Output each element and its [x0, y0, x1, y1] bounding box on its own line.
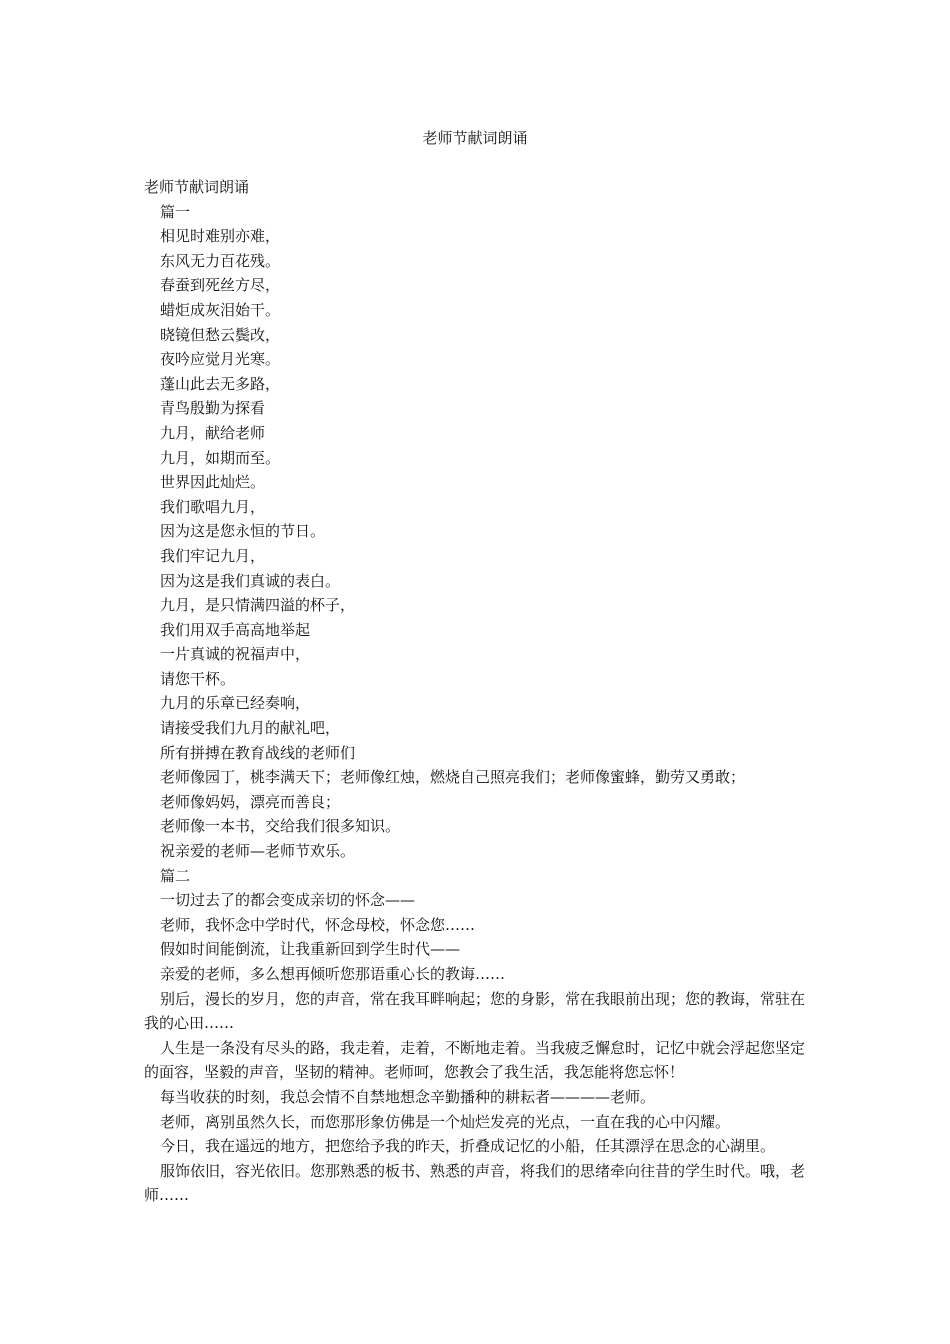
text-line: 因为这是我们真诚的表白。 [160, 571, 341, 590]
text-line: 请您干杯。 [160, 669, 236, 688]
paragraph: 别后，漫长的岁月，您的声音，常在我耳畔响起；您的身影，常在我眼前出现；您的教诲，常驻在我的心田…… [144, 989, 806, 1033]
paragraph: 每当收获的时刻，我总会情不自禁地想念辛勤播种的耕耘者————老师。 [160, 1087, 656, 1106]
paragraph: 人生是一条没有尽头的路，我走着，走着，不断地走着。当我疲乏懈怠时，记忆中就会浮起您坚定的面容，坚毅的声音，坚韧的精神。老师呵，您教会了我生活，我怎能将您忘怀！ [144, 1038, 806, 1082]
text-line: 九月，是只情满四溢的杯子， [160, 596, 356, 615]
paragraph: 今日，我在遥远的地方，把您给予我的昨天，折叠成记忆的小船，任其漂浮在思念的心湖里。 [160, 1137, 776, 1156]
section-heading: 老师节献词朗诵 [144, 178, 250, 196]
text-line: 我们牢记九月， [160, 546, 266, 565]
text-line: 老师像一本书，交给我们很多知识。 [160, 817, 401, 836]
text-line: 篇二 [160, 866, 191, 885]
text-line: 篇一 [160, 202, 191, 221]
document-title: 老师节献词朗诵 [422, 129, 528, 147]
text-line: 蜡炬成灰泪始干。 [160, 300, 281, 319]
text-line: 老师像园丁，桃李满天下；老师像红烛，燃烧自己照亮我们；老师像蜜蜂，勤劳又勇敢； [160, 768, 746, 787]
text-line: 所有拼搏在教育战线的老师们 [160, 743, 356, 762]
text-line: 相见时难别亦难， [160, 227, 281, 246]
text-line: 请接受我们九月的献礼吧， [160, 719, 341, 738]
text-line: 青鸟殷勤为探看 [160, 399, 266, 418]
text-line: 九月的乐章已经奏响， [160, 694, 311, 713]
text-line: 九月，如期而至。 [160, 448, 281, 467]
text-line: 九月，献给老师 [160, 423, 266, 442]
text-line: 我们用双手高高地举起 [160, 620, 311, 639]
text-line: 亲爱的老师，多么想再倾听您那语重心长的教诲…… [160, 965, 506, 983]
paragraph: 服饰依旧，容光依旧。您那熟悉的板书、熟悉的声音，将我们的思绪牵向往昔的学生时代。哦，老师…… [144, 1161, 806, 1205]
text-line: 东风无力百花残。 [160, 251, 281, 270]
paragraph: 老师，离别虽然久长，而您那形象仿佛是一个灿烂发亮的光点，一直在我的心中闪耀。 [160, 1112, 731, 1131]
text-line: 蓬山此去无多路， [160, 374, 281, 393]
text-line: 老师像妈妈，漂亮而善良； [160, 792, 341, 811]
text-line: 一片真诚的祝福声中， [160, 645, 311, 664]
text-line: 老师，我怀念中学时代，怀念母校，怀念您…… [160, 915, 476, 934]
text-line: 春蚕到死丝方尽， [160, 276, 281, 295]
document-body [144, 175, 812, 1208]
text-line: 一切过去了的都会变成亲切的怀念—— [160, 891, 416, 910]
text-line: 因为这是您永恒的节日。 [160, 522, 326, 541]
text-line: 假如时间能倒流，让我重新回到学生时代—— [160, 940, 461, 959]
text-line: 夜吟应觉月光寒。 [160, 350, 281, 369]
text-line: 世界因此灿烂。 [160, 473, 266, 492]
text-line: 晓镜但愁云鬓改， [160, 325, 281, 344]
text-line: 祝亲爱的老师—老师节欢乐。 [160, 842, 356, 861]
text-line: 我们歌唱九月， [160, 497, 266, 516]
